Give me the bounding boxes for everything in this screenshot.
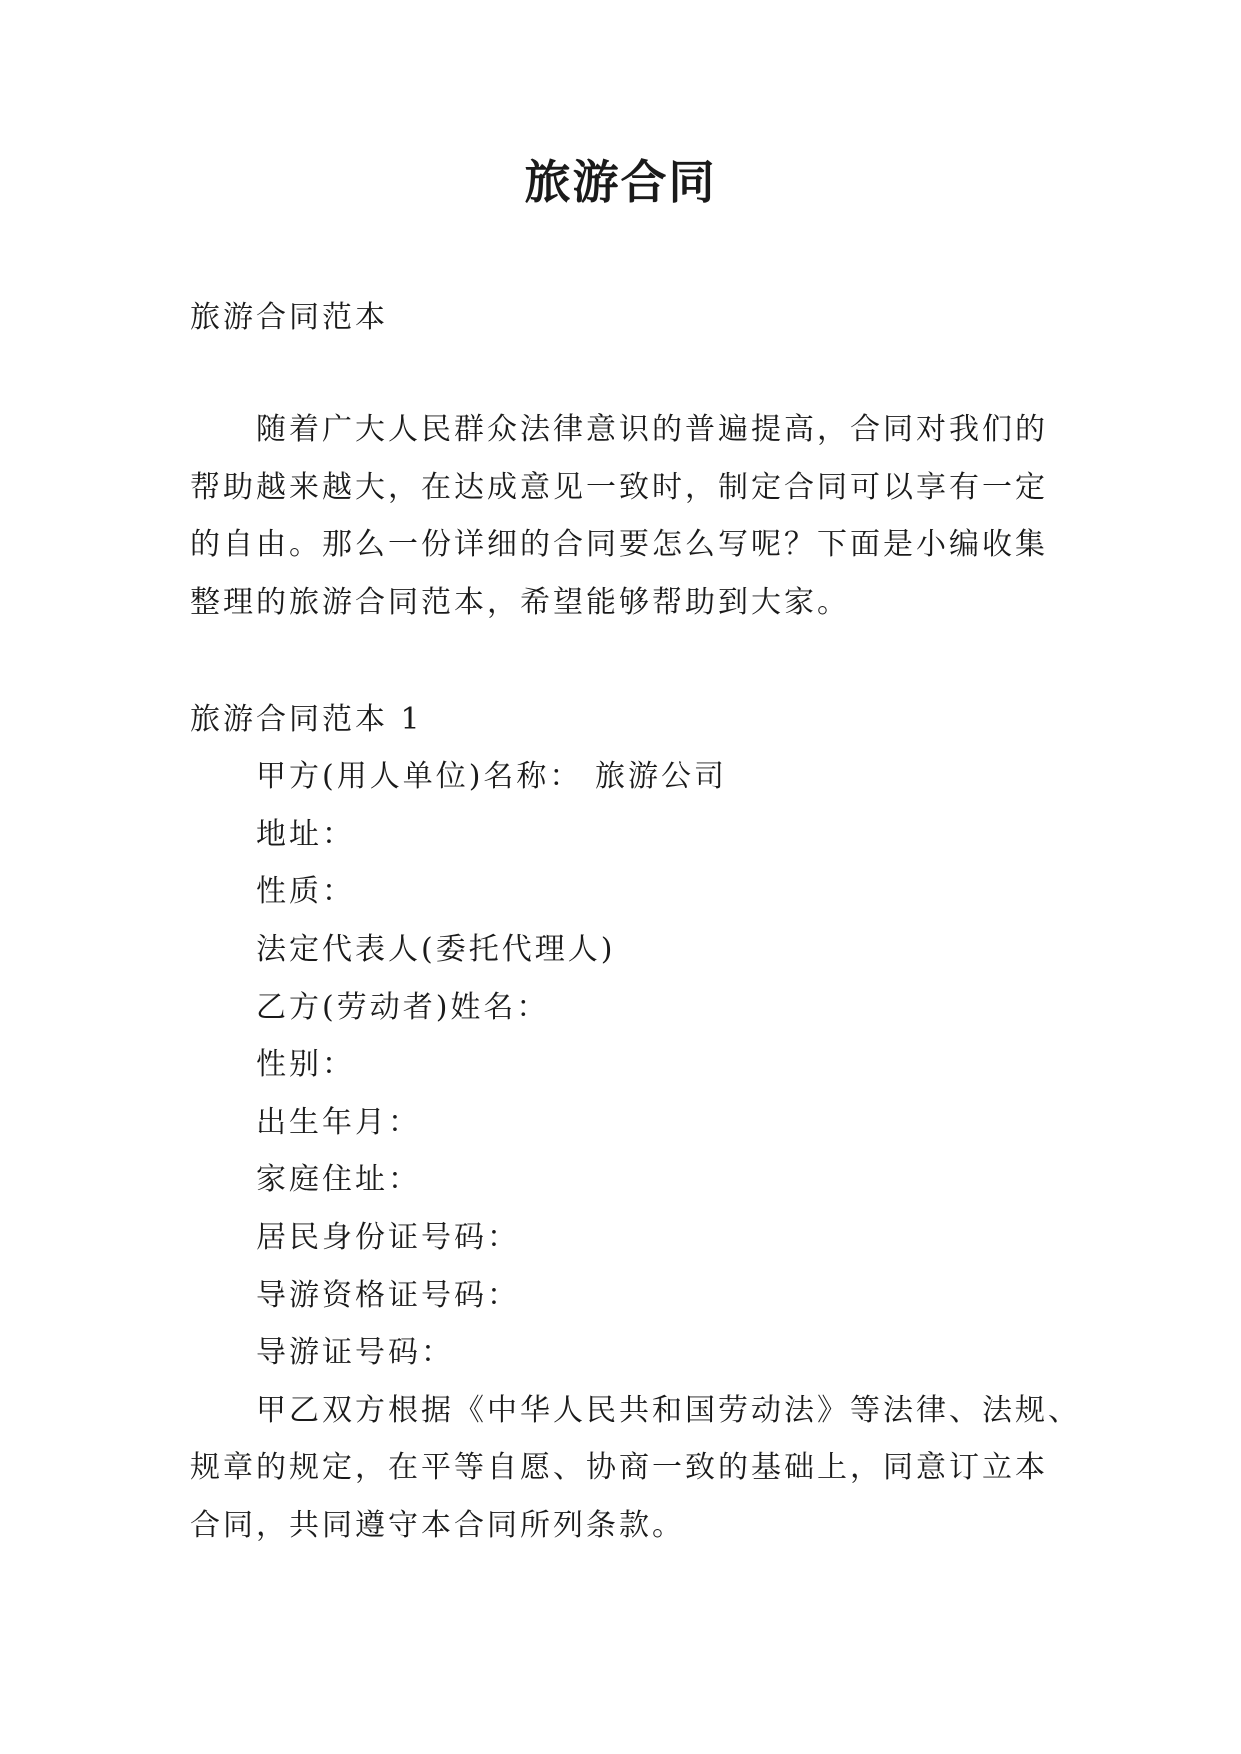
intro-line: 帮助越来越大，在达成意见一致时，制定合同可以享有一定 (190, 470, 1048, 505)
field-guide-qualification-number: 导游资格证号码： (256, 1278, 520, 1313)
field-birth-date: 出生年月： (256, 1105, 421, 1140)
field-address: 地址： (256, 817, 355, 852)
closing-line: 合同，共同遵守本合同所列条款。 (190, 1508, 685, 1543)
closing-line: 甲乙双方根据《中华人民共和国劳动法》等法律、法规、 (256, 1393, 1081, 1428)
document-title: 旅游合同 (524, 155, 717, 209)
field-employee-name: 乙方(劳动者)姓名： (256, 990, 550, 1025)
closing-line: 规章的规定，在平等自愿、协商一致的基础上，同意订立本 (190, 1450, 1048, 1485)
section-heading: 旅游合同范本 1 (190, 702, 423, 737)
field-id-number: 居民身份证号码： (256, 1220, 520, 1255)
field-home-address: 家庭住址： (256, 1162, 421, 1197)
field-gender: 性别： (256, 1047, 355, 1082)
intro-line: 随着广大人民群众法律意识的普遍提高，合同对我们的 (256, 412, 1048, 447)
intro-line: 的自由。那么一份详细的合同要怎么写呢？下面是小编收集 (190, 527, 1048, 562)
field-employer-name: 甲方(用人单位)名称： 旅游公司 (256, 759, 727, 794)
intro-line: 整理的旅游合同范本，希望能够帮助到大家。 (190, 585, 850, 620)
field-nature: 性质： (256, 874, 355, 909)
document-subtitle: 旅游合同范本 (190, 300, 388, 335)
field-guide-license-number: 导游证号码： (256, 1335, 454, 1370)
field-legal-representative: 法定代表人(委托代理人) (256, 932, 616, 967)
